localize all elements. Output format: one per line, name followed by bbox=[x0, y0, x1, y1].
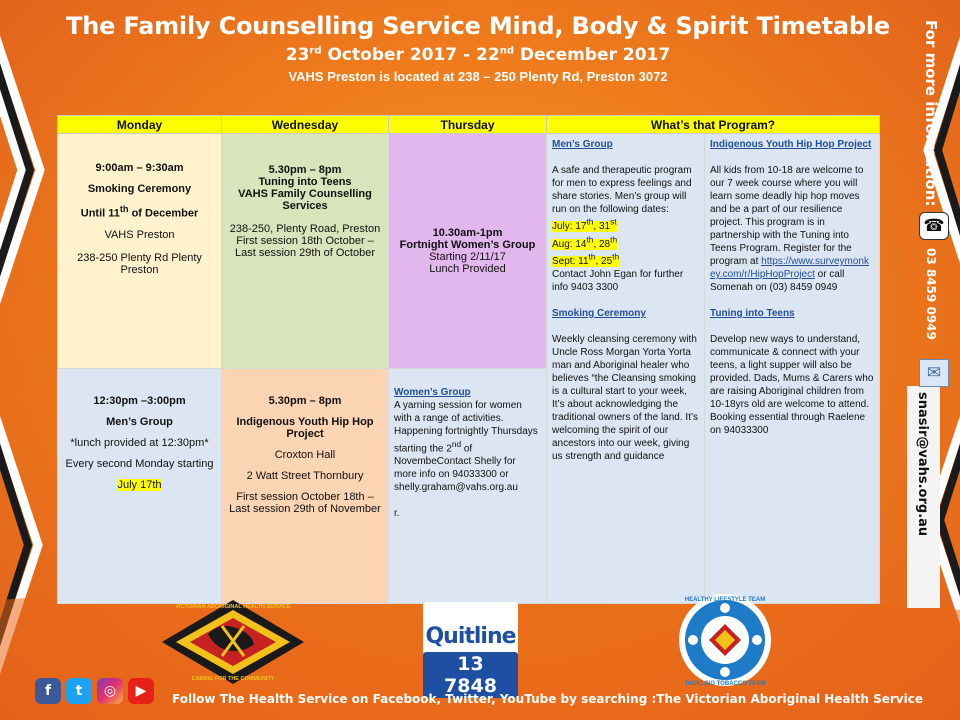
location-name: VAHS Preston bbox=[288, 69, 376, 84]
monday-mens-group-cell bbox=[58, 369, 222, 604]
monday-place: VAHS Preston bbox=[104, 228, 175, 241]
wednesday-first-session: First session 18th October – bbox=[236, 235, 374, 247]
hip-hop-registration-link[interactable]: https://www.surveymonkey.com/r/HipHopProject bbox=[710, 256, 869, 280]
thursday-lunch: Lunch Provided bbox=[429, 263, 506, 275]
womens-group-tail: r. bbox=[394, 508, 400, 520]
quitline-logo bbox=[423, 602, 518, 697]
smoking-ceremony-description: Weekly cleansing ceremony with Uncle Ross Morgan Yorta Yorta man and Aboriginal healer who believes “the Cleansing smoking is a cultural start to your week, It’s about acknowledging the traditional owners of the land. It’s welcoming the spirit of our ancestors into our week, giving us strength and guidance bbox=[552, 333, 699, 462]
date-range: 23rd October 2017 - 22nd December 2017 bbox=[285, 45, 671, 65]
monday2-start: July 17th bbox=[117, 479, 162, 491]
tuning-into-teens-heading: Tuning into Teens bbox=[710, 308, 795, 319]
phone-number[interactable]: 03 8459 0949 bbox=[924, 248, 938, 340]
hlt-top-text: HEALTHY LIFESTYLE TEAM bbox=[684, 597, 766, 603]
tuning-into-teens-description: Develop new ways to understand, communicate & connect with your teens, a light supper will also be provided. Dads, Mums & Carers who are raising Aboriginal children from 10-18yrs old are welcome to attend. Booking essential through Raelene on 94033300 bbox=[710, 334, 874, 436]
thursday-womens-group-info-cell bbox=[389, 369, 547, 604]
youtube-icon[interactable]: ▶ bbox=[128, 678, 154, 704]
facebook-icon[interactable]: f bbox=[35, 678, 61, 704]
wednesday-hip-hop-cell bbox=[222, 369, 389, 604]
wednesday-tuning-into-teens-cell bbox=[222, 134, 389, 369]
column-header-programs: What’s that Program? bbox=[547, 116, 880, 134]
twitter-icon[interactable]: t bbox=[66, 678, 92, 704]
phone-icon: ☎ bbox=[919, 212, 949, 240]
contact-email[interactable]: snasir@vahs.org.au bbox=[915, 392, 930, 537]
monday-session-name: Smoking Ceremony bbox=[87, 183, 192, 195]
column-header-thursday: Thursday bbox=[389, 116, 547, 134]
womens-group-heading: Women’s Group bbox=[394, 387, 471, 398]
vahs-logo-top-text: VICTORIAN ABORIGINAL HEALTH SERVICE bbox=[175, 604, 291, 610]
header bbox=[58, 10, 898, 84]
table-header-row bbox=[58, 116, 880, 134]
wednesday-time: 5.30pm – 8pm bbox=[268, 164, 342, 176]
mail-icon: ✉ bbox=[919, 359, 949, 387]
wednesday-org: VAHS Family Counselling Services bbox=[238, 188, 372, 212]
mens-group-contact: Contact John Egan for further info 9403 3300 bbox=[552, 268, 684, 293]
thursday-time: 10.30am-1pm bbox=[432, 227, 503, 239]
footer-text: Follow The Health Service on Facebook, Twitter, YouTube by searching :The Victorian Aboriginal Health Service bbox=[172, 692, 923, 706]
thursday-session-name: Fortnight Women’s Group bbox=[399, 239, 536, 251]
wednesday-last-session: Last session 29th of October bbox=[234, 247, 376, 259]
quitline-word: Quitline bbox=[425, 624, 516, 649]
hlt-bottom-text: TACKLING TOBACCO TEAM bbox=[684, 681, 766, 687]
column-header-monday: Monday bbox=[58, 116, 222, 134]
monday-time: 9:00am – 9:30am bbox=[95, 162, 184, 174]
monday-until: Until 11th of December bbox=[80, 204, 199, 220]
wednesday-address: 238-250, Plenty Road, Preston bbox=[229, 223, 381, 235]
wednesday2-address: 2 Watt Street Thornbury bbox=[246, 470, 364, 482]
table-row bbox=[58, 134, 880, 369]
contact-side-panel bbox=[918, 14, 950, 604]
mens-dates-july: July: 17th, 31st bbox=[552, 217, 617, 233]
wednesday2-session-name: Indigenous Youth Hip Hop Project bbox=[236, 416, 374, 440]
wednesday-session-name: Tuning into Teens bbox=[258, 176, 352, 188]
womens-group-description: A yarning session for women with a range of activities. Happening fortnightly Thursdays starting the 2nd of NovembeContact Shelly for more info on 94033300 or shelly.graham@vahs.org.au bbox=[394, 400, 538, 494]
wednesday2-place: Croxton Hall bbox=[274, 449, 336, 461]
social-icons bbox=[35, 678, 154, 704]
monday2-frequency: Every second Monday starting bbox=[65, 458, 214, 470]
wednesday2-sessions: First session October 18th – Last session 29th of November bbox=[229, 491, 381, 515]
monday-smoking-ceremony-cell bbox=[58, 134, 222, 369]
wednesday2-time: 5.30pm – 8pm bbox=[268, 395, 342, 407]
thursday-starting: Starting 2/11/17 bbox=[429, 251, 506, 263]
location-line: VAHS Preston is located at 238 – 250 Plenty Rd, Preston 3072 bbox=[288, 69, 668, 84]
monday2-session-name: Men’s Group bbox=[106, 416, 173, 428]
more-information-label: For more information: bbox=[922, 20, 940, 207]
quitline-number: 13 7848 bbox=[423, 652, 518, 698]
mens-group-description: A safe and therapeutic program for men to express feelings and share stories. Men’s group will run on the following dates: bbox=[552, 165, 692, 215]
mens-dates-sept: Sept: 11th, 25th bbox=[552, 251, 620, 267]
mens-dates-aug: Aug: 14th, 28th bbox=[552, 234, 618, 250]
monday-address: 238-250 Plenty Rd Plenty Preston bbox=[77, 251, 202, 276]
mens-group-heading: Men’s Group bbox=[552, 139, 613, 150]
smoking-ceremony-heading: Smoking Ceremony bbox=[552, 307, 646, 319]
column-header-wednesday: Wednesday bbox=[222, 116, 389, 134]
healthy-lifestyle-team-logo bbox=[677, 592, 773, 688]
page-title: The Family Counselling Service Mind, Body & Spirit Timetable bbox=[66, 12, 890, 40]
instagram-icon[interactable]: ◎ bbox=[97, 678, 123, 704]
monday2-lunch: *lunch provided at 12:30pm* bbox=[70, 437, 209, 449]
vahs-logo-bottom-text: CARING FOR THE COMMUNITY bbox=[191, 676, 275, 682]
programs-column-2 bbox=[705, 134, 880, 604]
hip-hop-description: All kids from 10-18 are welcome to our 7 week course where you will learn some deadly hip hop moves and be a part of our resilience project. This program is in partnership with the Tuning into Teens Program. Register for the program at https://www.surveymonkey.com/r/HipHopProject or call Somenah on (03) 8459 0949 bbox=[710, 165, 869, 293]
programs-column-1 bbox=[547, 134, 705, 604]
monday2-time: 12:30pm –3:00pm bbox=[93, 395, 186, 407]
hip-hop-heading: Indigenous Youth Hip Hop Project bbox=[710, 139, 872, 150]
thursday-womens-group-cell bbox=[389, 134, 547, 369]
timetable bbox=[57, 115, 880, 604]
vahs-logo bbox=[158, 596, 308, 688]
